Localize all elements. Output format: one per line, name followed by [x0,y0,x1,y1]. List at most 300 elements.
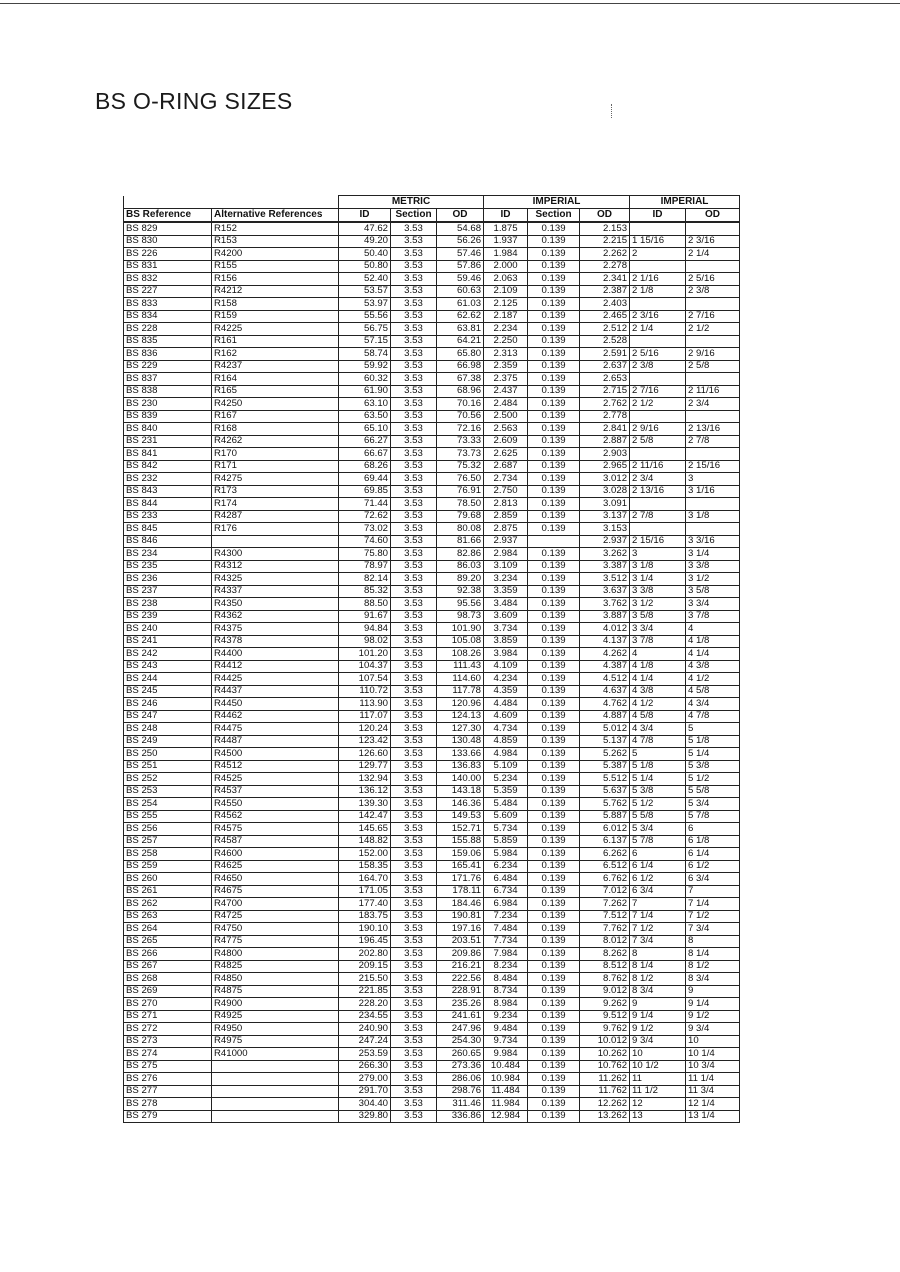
cell-bs-reference: BS 243 [124,660,212,673]
cell-alt-reference: R171 [212,460,339,473]
cell-metric-od: 56.26 [437,235,484,248]
table-row [124,410,740,423]
cell-bs-reference: BS 247 [124,710,212,723]
cell-fraction-od: 2 3/8 [686,285,740,298]
cell-metric-section: 3.53 [391,335,437,348]
cell-fraction-id: 3 5/8 [630,610,686,623]
cell-alt-reference: R4237 [212,360,339,373]
cell-bs-reference: BS 837 [124,373,212,386]
cell-imperial-section: 0.139 [528,523,580,536]
cell-metric-id: 221.85 [339,985,391,998]
cell-metric-od: 209.86 [437,948,484,961]
cell-imperial-section: 0.139 [528,623,580,636]
cell-alt-reference: R153 [212,235,339,248]
cell-imperial-section: 0.139 [528,510,580,523]
cell-metric-section: 3.53 [391,585,437,598]
cell-fraction-od: 5 7/8 [686,810,740,823]
cell-fraction-od: 5 [686,723,740,736]
top-rule [0,3,900,4]
cell-imperial-section: 0.139 [528,260,580,273]
cell-imperial-section: 0.139 [528,873,580,886]
col-header-imperial-section: Section [528,209,580,223]
cell-fraction-od: 4 1/2 [686,673,740,686]
cell-fraction-id: 2 [630,248,686,261]
cell-imperial-section: 0.139 [528,998,580,1011]
cell-bs-reference: BS 844 [124,498,212,511]
cell-imperial-id: 5.859 [484,835,528,848]
cell-imperial-section: 0.139 [528,385,580,398]
cell-imperial-od: 3.762 [580,598,630,611]
cell-metric-section: 3.53 [391,898,437,911]
table-row [124,960,740,973]
cell-imperial-od: 8.512 [580,960,630,973]
cell-metric-od: 171.76 [437,873,484,886]
cell-fraction-id: 2 13/16 [630,485,686,498]
cell-alt-reference: R4500 [212,748,339,761]
cell-imperial-od: 2.841 [580,423,630,436]
cell-metric-id: 228.20 [339,998,391,1011]
cell-imperial-id: 5.359 [484,785,528,798]
cell-imperial-od: 2.965 [580,460,630,473]
cell-metric-id: 52.40 [339,273,391,286]
cell-metric-section: 3.53 [391,1010,437,1023]
cell-imperial-section: 0.139 [528,835,580,848]
cell-imperial-id: 2.000 [484,260,528,273]
cell-imperial-id: 2.250 [484,335,528,348]
cell-imperial-id: 8.234 [484,960,528,973]
cell-bs-reference: BS 246 [124,698,212,711]
cell-imperial-od: 2.778 [580,410,630,423]
cell-metric-section: 3.53 [391,848,437,861]
cell-fraction-id: 5 [630,748,686,761]
cell-imperial-od: 5.762 [580,798,630,811]
cell-fraction-od: 8 3/4 [686,973,740,986]
cell-imperial-od: 7.512 [580,910,630,923]
cell-fraction-id [630,448,686,461]
cell-alt-reference: R4337 [212,585,339,598]
cell-metric-section: 3.53 [391,298,437,311]
cell-fraction-od: 9 3/4 [686,1023,740,1036]
table-row [124,248,740,261]
cell-metric-section: 3.53 [391,985,437,998]
cell-alt-reference: R4262 [212,435,339,448]
cell-fraction-id: 12 [630,1098,686,1111]
cell-metric-id: 63.50 [339,410,391,423]
cell-fraction-od: 3 5/8 [686,585,740,598]
cell-metric-section: 3.53 [391,885,437,898]
cell-imperial-od: 7.012 [580,885,630,898]
cell-alt-reference: R4362 [212,610,339,623]
cell-imperial-od: 8.262 [580,948,630,961]
cell-imperial-id: 2.734 [484,473,528,486]
cell-fraction-id: 3 [630,548,686,561]
cell-metric-id: 75.80 [339,548,391,561]
table-row [124,1048,740,1061]
cell-metric-id: 129.77 [339,760,391,773]
cell-fraction-id: 9 1/2 [630,1023,686,1036]
cell-imperial-id: 2.375 [484,373,528,386]
table-row [124,310,740,323]
cell-fraction-od: 4 5/8 [686,685,740,698]
cell-metric-id: 101.20 [339,648,391,661]
table-row [124,573,740,586]
cell-imperial-od: 5.387 [580,760,630,773]
cell-metric-od: 136.83 [437,760,484,773]
cell-metric-od: 62.62 [437,310,484,323]
cell-alt-reference: R4562 [212,810,339,823]
cell-alt-reference: R162 [212,348,339,361]
cell-imperial-section: 0.139 [528,823,580,836]
table-row [124,560,740,573]
cell-bs-reference: BS 258 [124,848,212,861]
cell-metric-od: 98.73 [437,610,484,623]
cell-imperial-section: 0.139 [528,273,580,286]
cell-fraction-od: 3 3/8 [686,560,740,573]
cell-metric-od: 59.46 [437,273,484,286]
group-header-metric: METRIC [339,196,484,209]
cell-imperial-section: 0.139 [528,673,580,686]
cell-metric-id: 50.40 [339,248,391,261]
cell-metric-od: 95.56 [437,598,484,611]
col-header-metric-od: OD [437,209,484,223]
table-row [124,1085,740,1098]
cell-metric-od: 149.53 [437,810,484,823]
cell-metric-od: 273.36 [437,1060,484,1073]
cell-fraction-od [686,523,740,536]
group-header-imperial-fraction: IMPERIAL [630,196,740,209]
cell-fraction-id: 5 1/8 [630,760,686,773]
table-row [124,485,740,498]
cell-fraction-od: 2 5/16 [686,273,740,286]
cell-metric-section: 3.53 [391,873,437,886]
cell-fraction-od: 6 1/4 [686,848,740,861]
cell-fraction-od: 10 1/4 [686,1048,740,1061]
cell-bs-reference: BS 230 [124,398,212,411]
cell-metric-id: 66.27 [339,435,391,448]
table-row [124,448,740,461]
cell-alt-reference: R168 [212,423,339,436]
cell-imperial-id: 7.484 [484,923,528,936]
cell-imperial-id: 3.609 [484,610,528,623]
cell-fraction-id: 1 15/16 [630,235,686,248]
cell-fraction-id: 2 5/8 [630,435,686,448]
cell-imperial-od: 6.762 [580,873,630,886]
cell-imperial-section: 0.139 [528,448,580,461]
cell-fraction-od: 3 1/8 [686,510,740,523]
cell-fraction-id: 2 1/8 [630,285,686,298]
cell-imperial-section: 0.139 [528,335,580,348]
cell-alt-reference: R4400 [212,648,339,661]
cell-metric-id: 104.37 [339,660,391,673]
cell-metric-id: 72.62 [339,510,391,523]
cell-fraction-id: 4 1/2 [630,698,686,711]
cell-metric-id: 49.20 [339,235,391,248]
cell-bs-reference: BS 829 [124,222,212,235]
cell-metric-id: 247.24 [339,1035,391,1048]
cell-imperial-od: 4.387 [580,660,630,673]
cell-metric-section: 3.53 [391,1060,437,1073]
cell-fraction-od: 6 3/4 [686,873,740,886]
cell-bs-reference: BS 273 [124,1035,212,1048]
cell-bs-reference: BS 251 [124,760,212,773]
cell-metric-section: 3.53 [391,410,437,423]
cell-metric-id: 145.65 [339,823,391,836]
cell-metric-id: 215.50 [339,973,391,986]
table-row [124,423,740,436]
cell-alt-reference: R4750 [212,923,339,936]
cell-metric-id: 123.42 [339,735,391,748]
cell-imperial-id: 3.484 [484,598,528,611]
cell-fraction-od: 7 1/4 [686,898,740,911]
cell-imperial-od: 5.137 [580,735,630,748]
table-row [124,1098,740,1111]
cell-fraction-id: 9 [630,998,686,1011]
cell-imperial-section: 0.139 [528,410,580,423]
col-header-alt-references: Alternative References [212,209,339,223]
cell-metric-id: 65.10 [339,423,391,436]
cell-imperial-od: 2.153 [580,222,630,235]
cell-imperial-id: 4.234 [484,673,528,686]
cell-fraction-id: 2 1/16 [630,273,686,286]
cell-fraction-od: 5 3/8 [686,760,740,773]
group-header-blank [124,196,339,209]
table-row [124,748,740,761]
cell-alt-reference: R4487 [212,735,339,748]
cell-alt-reference: R4775 [212,935,339,948]
cell-metric-od: 66.98 [437,360,484,373]
cell-imperial-id: 5.109 [484,760,528,773]
cell-bs-reference: BS 843 [124,485,212,498]
cell-metric-section: 3.53 [391,910,437,923]
cell-fraction-od: 4 1/4 [686,648,740,661]
cell-imperial-id: 2.313 [484,348,528,361]
cell-metric-section: 3.53 [391,1048,437,1061]
cell-metric-id: 240.90 [339,1023,391,1036]
cell-fraction-id [630,498,686,511]
cell-imperial-od: 2.591 [580,348,630,361]
cell-imperial-od: 6.262 [580,848,630,861]
cell-imperial-section: 0.139 [528,1035,580,1048]
cell-imperial-od: 2.937 [580,535,630,548]
cell-imperial-section: 0.139 [528,760,580,773]
table-row [124,498,740,511]
col-header-bs-reference: BS Reference [124,209,212,223]
cell-imperial-id: 2.625 [484,448,528,461]
cell-imperial-od: 2.465 [580,310,630,323]
cell-imperial-section: 0.139 [528,935,580,948]
table-row [124,473,740,486]
cell-imperial-section: 0.139 [528,435,580,448]
cell-imperial-id: 2.984 [484,548,528,561]
cell-fraction-id [630,298,686,311]
cell-imperial-section: 0.139 [528,360,580,373]
cell-metric-id: 71.44 [339,498,391,511]
cell-fraction-id: 2 7/16 [630,385,686,398]
table-row [124,460,740,473]
cell-fraction-od: 6 1/2 [686,860,740,873]
cell-fraction-id: 4 3/8 [630,685,686,698]
cell-bs-reference: BS 839 [124,410,212,423]
cell-imperial-section: 0.139 [528,323,580,336]
cell-metric-od: 133.66 [437,748,484,761]
cell-imperial-id: 2.609 [484,435,528,448]
col-header-fraction-od: OD [686,209,740,223]
cell-alt-reference: R4350 [212,598,339,611]
cell-fraction-id: 6 [630,848,686,861]
cell-metric-section: 3.53 [391,260,437,273]
cell-bs-reference: BS 836 [124,348,212,361]
cell-alt-reference: R4725 [212,910,339,923]
cell-fraction-id: 5 3/8 [630,785,686,798]
cell-fraction-od: 8 [686,935,740,948]
cell-metric-id: 253.59 [339,1048,391,1061]
cell-fraction-id: 2 11/16 [630,460,686,473]
cell-imperial-section: 0.139 [528,235,580,248]
cell-fraction-od: 8 1/4 [686,948,740,961]
cell-imperial-od: 3.091 [580,498,630,511]
cell-bs-reference: BS 242 [124,648,212,661]
cell-alt-reference [212,1073,339,1086]
cell-fraction-od: 2 15/16 [686,460,740,473]
cell-metric-od: 222.56 [437,973,484,986]
cell-imperial-id: 4.734 [484,723,528,736]
cell-fraction-id: 2 3/4 [630,473,686,486]
cell-alt-reference: R173 [212,485,339,498]
cell-bs-reference: BS 276 [124,1073,212,1086]
cell-imperial-section: 0.139 [528,648,580,661]
cell-metric-od: 114.60 [437,673,484,686]
cell-metric-section: 3.53 [391,698,437,711]
cell-imperial-id: 9.484 [484,1023,528,1036]
cell-fraction-id [630,222,686,235]
cell-imperial-id: 2.063 [484,273,528,286]
cell-metric-section: 3.53 [391,285,437,298]
cell-imperial-od: 2.903 [580,448,630,461]
cell-imperial-od: 2.512 [580,323,630,336]
cell-metric-section: 3.53 [391,748,437,761]
cell-bs-reference: BS 265 [124,935,212,948]
cell-metric-id: 57.15 [339,335,391,348]
cell-imperial-section: 0.139 [528,1073,580,1086]
cell-fraction-od: 5 5/8 [686,785,740,798]
cell-bs-reference: BS 838 [124,385,212,398]
cell-imperial-od: 3.137 [580,510,630,523]
cell-bs-reference: BS 830 [124,235,212,248]
cell-fraction-od: 5 1/8 [686,735,740,748]
oring-sizes-table [123,195,740,1123]
cell-metric-section: 3.53 [391,823,437,836]
cell-bs-reference: BS 244 [124,673,212,686]
cell-imperial-section: 0.139 [528,460,580,473]
cell-imperial-od: 4.262 [580,648,630,661]
cell-bs-reference: BS 240 [124,623,212,636]
table-row [124,760,740,773]
cell-bs-reference: BS 235 [124,560,212,573]
cell-imperial-id: 1.937 [484,235,528,248]
cell-imperial-od: 11.762 [580,1085,630,1098]
cell-bs-reference: BS 241 [124,635,212,648]
cell-fraction-id: 4 1/8 [630,660,686,673]
cell-imperial-section: 0.139 [528,923,580,936]
cell-imperial-od: 10.012 [580,1035,630,1048]
cell-metric-id: 94.84 [339,623,391,636]
cell-metric-section: 3.53 [391,773,437,786]
cell-fraction-id: 3 3/8 [630,585,686,598]
cell-imperial-section: 0.139 [528,248,580,261]
cell-bs-reference: BS 270 [124,998,212,1011]
cell-imperial-section: 0.139 [528,773,580,786]
cell-alt-reference: R41000 [212,1048,339,1061]
cell-fraction-od: 6 1/8 [686,835,740,848]
cell-fraction-id: 5 3/4 [630,823,686,836]
cell-metric-section: 3.53 [391,760,437,773]
cell-metric-id: 91.67 [339,610,391,623]
cell-fraction-id: 4 1/4 [630,673,686,686]
cell-alt-reference: R4475 [212,723,339,736]
cell-fraction-od: 5 1/4 [686,748,740,761]
cell-imperial-od: 2.387 [580,285,630,298]
cell-alt-reference: R4412 [212,660,339,673]
cell-alt-reference: R4900 [212,998,339,1011]
cell-metric-od: 155.88 [437,835,484,848]
cell-imperial-id: 6.734 [484,885,528,898]
cell-alt-reference: R4525 [212,773,339,786]
cell-fraction-od: 10 3/4 [686,1060,740,1073]
cell-alt-reference: R161 [212,335,339,348]
cell-alt-reference: R170 [212,448,339,461]
cell-fraction-od: 3 1/2 [686,573,740,586]
cell-metric-od: 178.11 [437,885,484,898]
cell-metric-od: 76.50 [437,473,484,486]
cell-imperial-id: 1.984 [484,248,528,261]
cell-fraction-id: 3 1/8 [630,560,686,573]
cell-metric-section: 3.53 [391,785,437,798]
cell-alt-reference: R4700 [212,898,339,911]
cell-metric-od: 65.80 [437,348,484,361]
cell-metric-od: 76.91 [437,485,484,498]
table-row [124,523,740,536]
cell-imperial-id: 2.437 [484,385,528,398]
cell-fraction-od: 2 3/4 [686,398,740,411]
cell-alt-reference: R4212 [212,285,339,298]
cell-bs-reference: BS 266 [124,948,212,961]
cell-imperial-id: 4.359 [484,685,528,698]
cell-metric-id: 98.02 [339,635,391,648]
cell-bs-reference: BS 234 [124,548,212,561]
cell-alt-reference: R152 [212,222,339,235]
cell-fraction-od [686,373,740,386]
table-row [124,435,740,448]
cell-alt-reference [212,1085,339,1098]
table-row [124,910,740,923]
cell-metric-section: 3.53 [391,648,437,661]
table-row [124,698,740,711]
cell-alt-reference: R4550 [212,798,339,811]
cell-bs-reference: BS 233 [124,510,212,523]
cell-bs-reference: BS 238 [124,598,212,611]
cell-fraction-id: 6 3/4 [630,885,686,898]
cell-metric-section: 3.53 [391,548,437,561]
cell-metric-id: 78.97 [339,560,391,573]
cell-bs-reference: BS 236 [124,573,212,586]
cell-imperial-id: 3.109 [484,560,528,573]
cell-alt-reference: R4425 [212,673,339,686]
cell-metric-id: 266.30 [339,1060,391,1073]
cell-imperial-id: 3.359 [484,585,528,598]
cell-fraction-id: 2 7/8 [630,510,686,523]
cell-metric-section: 3.53 [391,685,437,698]
cell-alt-reference [212,1060,339,1073]
